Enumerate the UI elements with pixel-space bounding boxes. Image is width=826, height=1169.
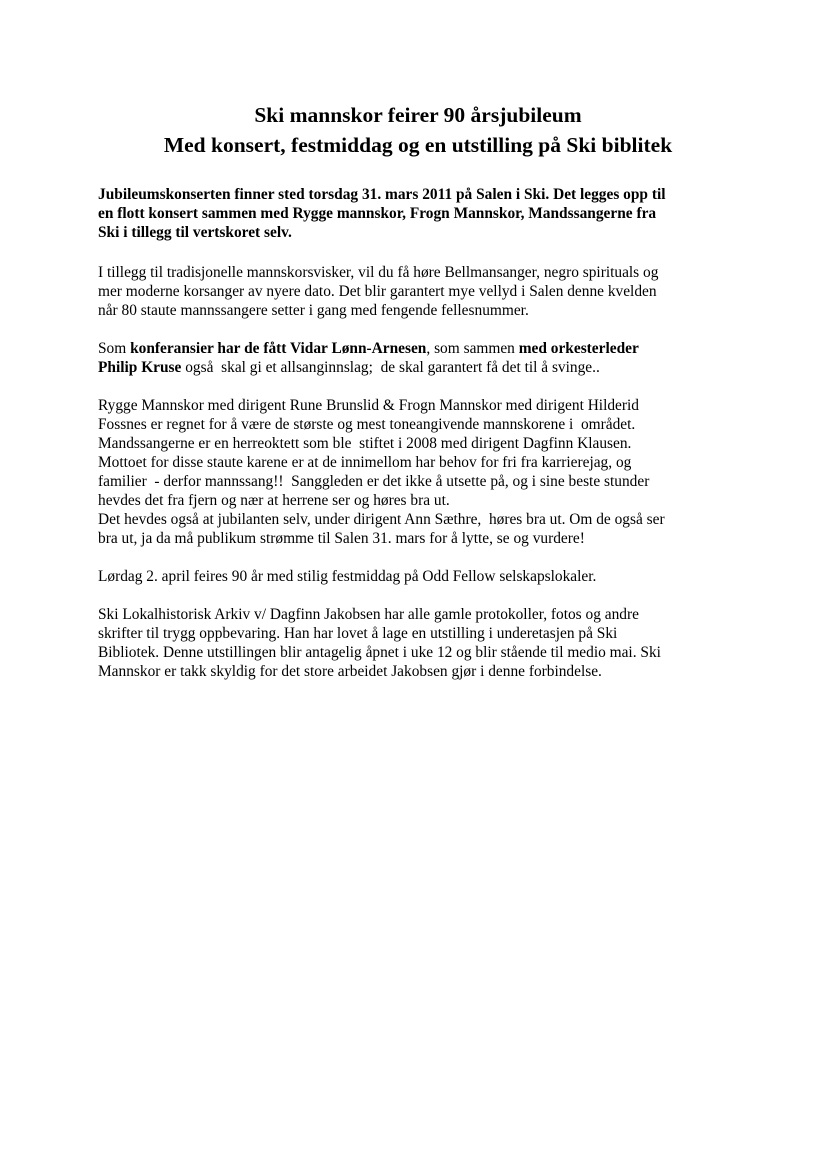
- choirs-line: Det hevdes også at jubilanten selv, under dirigent Ann Sæthre, høres bra ut. Om de også ser: [98, 511, 665, 528]
- host-emphasis: med orkesterleder: [518, 340, 639, 357]
- intro-paragraph: [98, 263, 738, 320]
- dinner-line: Lørdag 2. april feires 90 år med stilig festmiddag på Odd Fellow selskapslokaler.: [98, 568, 597, 585]
- intro-line: mer moderne korsanger av nyere dato. Det blir garantert mye vellyd i Salen denne kvelden: [98, 283, 657, 300]
- document-page: [98, 100, 738, 681]
- lead-paragraph: [98, 185, 738, 242]
- archive-line: Bibliotek. Denne utstillingen blir antagelig åpnet i uke 12 og blir stående til medio mai. Ski: [98, 644, 661, 661]
- choirs-line: familier - derfor mannssang!! Sanggleden er det ikke å utsette på, og i sine beste stunder: [98, 473, 650, 490]
- host-emphasis: konferansier har de fått Vidar Lønn-Arnesen: [130, 340, 427, 357]
- choirs-line: Fossnes er regnet for å være de største og mest toneangivende mannskorene i området.: [98, 416, 636, 433]
- archive-line: skrifter til trygg oppbevaring. Han har lovet å lage en utstilling i underetasjen på Ski: [98, 625, 618, 642]
- intro-line: I tillegg til tradisjonelle mannskorsvisker, vil du få høre Bellmansanger, negro spirituals og: [98, 264, 659, 281]
- choirs-paragraph: [98, 396, 738, 548]
- host-line-1: [98, 339, 738, 358]
- choirs-line: hevdes det fra fjern og nær at herrene ser og høres bra ut.: [98, 492, 450, 509]
- host-text: Som: [98, 340, 131, 357]
- intro-line: når 80 staute mannssangere setter i gang med fengende fellesnummer.: [98, 302, 529, 319]
- host-line-2: [98, 358, 738, 377]
- choirs-line: Mandssangerne er en herreoktett som ble stiftet i 2008 med dirigent Dagfinn Klausen.: [98, 435, 632, 452]
- title-line-2: Med konsert, festmiddag og en utstilling på Ski biblitek: [163, 133, 673, 157]
- host-emphasis: Philip Kruse: [98, 359, 182, 376]
- choirs-line: bra ut, ja da må publikum strømme til Salen 31. mars for å lytte, se og vurdere!: [98, 530, 585, 547]
- choirs-line: Rygge Mannskor med dirigent Rune Brunslid & Frogn Mannskor med dirigent Hilderid: [98, 397, 639, 414]
- archive-line: Ski Lokalhistorisk Arkiv v/ Dagfinn Jakobsen har alle gamle protokoller, fotos og andre: [98, 606, 639, 623]
- article-title: [98, 100, 738, 160]
- lead-line: Jubileumskonserten finner sted torsdag 31. mars 2011 på Salen i Ski. Det legges opp til: [98, 186, 666, 203]
- dinner-paragraph: [98, 567, 738, 586]
- lead-line: Ski i tillegg til vertskoret selv.: [98, 224, 292, 241]
- choirs-line: Mottoet for disse staute karene er at de innimellom har behov for fri fra karrierejag, og: [98, 454, 632, 471]
- title-line-1: Ski mannskor feirer 90 årsjubileum: [254, 103, 582, 127]
- host-text: , som sammen: [426, 340, 519, 357]
- host-paragraph: [98, 339, 738, 377]
- archive-line: Mannskor er takk skyldig for det store arbeidet Jakobsen gjør i denne forbindelse.: [98, 663, 602, 680]
- archive-paragraph: [98, 605, 738, 681]
- host-text: også skal gi et allsanginnslag; de skal garantert få det til å svinge..: [181, 359, 600, 376]
- lead-line: en flott konsert sammen med Rygge mannskor, Frogn Mannskor, Mandssangerne fra: [98, 205, 657, 222]
